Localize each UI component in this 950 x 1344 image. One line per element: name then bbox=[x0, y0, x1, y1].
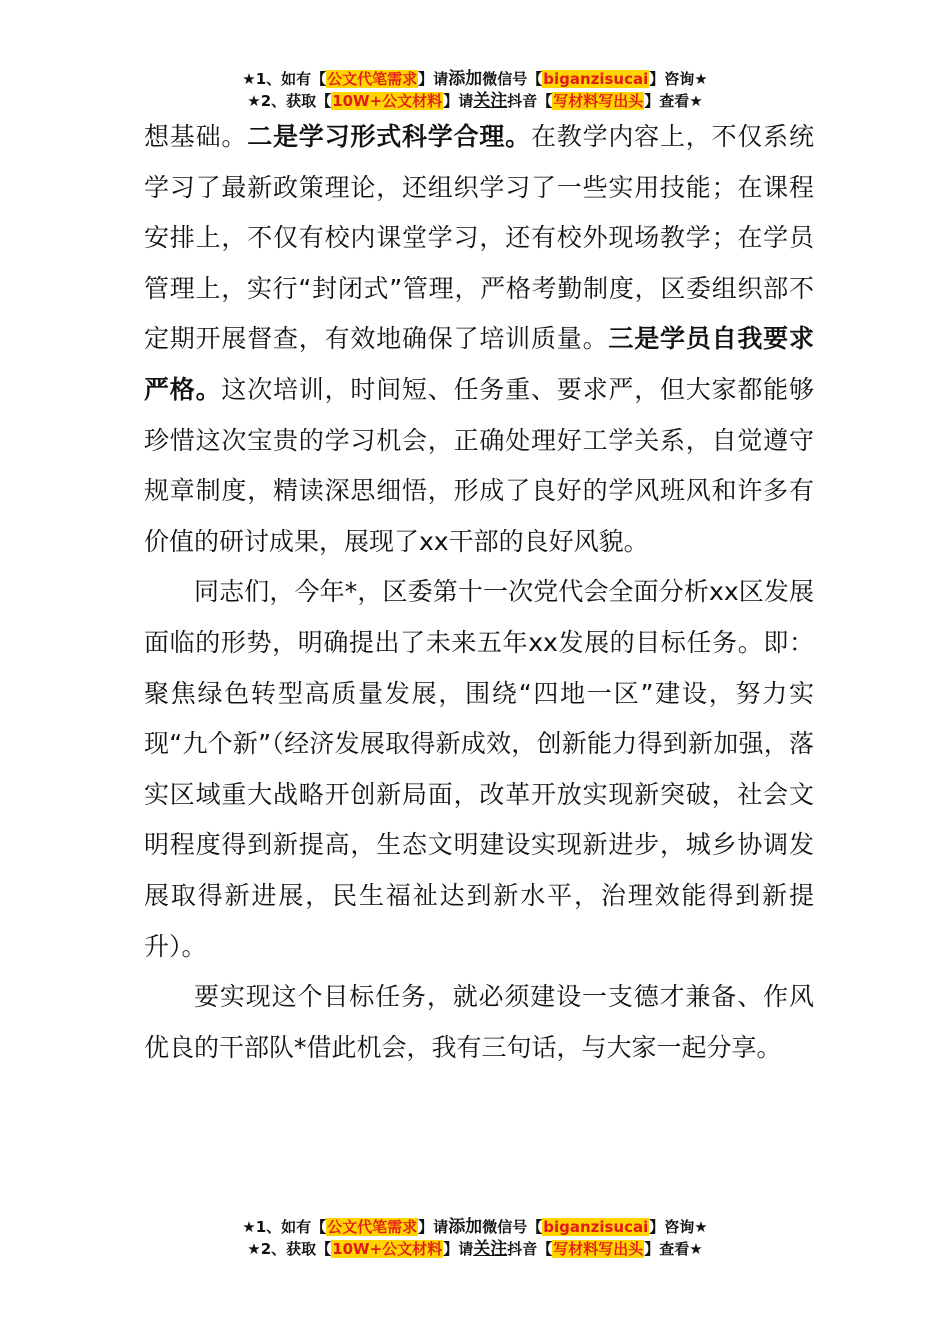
footer-emphasis-add: 添加 bbox=[448, 1217, 483, 1237]
banner-line-1: ★1、如有【公文代笔需求】请添加微信号【biganzisucai】咨询★ bbox=[242, 69, 708, 89]
footer-highlight-wechat-id: biganzisucai bbox=[543, 1218, 649, 1236]
footer-banner-line-1: ★1、如有【公文代笔需求】请添加微信号【biganzisucai】咨询★ bbox=[242, 1217, 708, 1237]
footer-emphasis-follow: 关注 bbox=[473, 1239, 508, 1259]
footer-highlight-service: 公文代笔需求 bbox=[327, 1218, 418, 1236]
paragraph-1: 想基础。二是学习形式科学合理。在教学内容上，不仅系统学习了最新政策理论，还组织学习了一些实用技能；在课程安排上，不仅有校内课堂学习，还有校外现场教学；在学员管理上，实行“封闭式”管理，严格考勤制度，区委组织部不定期开展督查，有效地确保了培训质量。三是学员自我要求严格。这次培训，时间短、任务重、要求严，但大家都能够珍惜这次宝贵的学习机会，正确处理好工学关系，自觉遵守规章制度，精读深思细悟，形成了良好的学风班风和许多有价值的研讨成果，展现了xx干部的良好风貌。 bbox=[144, 122, 814, 556]
header-banner bbox=[0, 68, 950, 112]
document-body bbox=[144, 112, 814, 1073]
highlight-douyin-account: 写材料写出头 bbox=[553, 92, 644, 110]
bold-heading-two: 二是学习形式科学合理。 bbox=[247, 122, 531, 151]
banner-line-2: ★2、获取【10W+公文材料】请关注抖音【写材料写出头】查看★ bbox=[247, 91, 703, 111]
paragraph-3: 要实现这个目标任务，就必须建设一支德才兼备、作风优良的干部队*借此机会，我有三句话，与大家一起分享。 bbox=[144, 982, 814, 1062]
highlight-materials: 10W+公文材料 bbox=[332, 92, 443, 110]
highlight-wechat-id: biganzisucai bbox=[543, 70, 649, 88]
emphasis-follow: 关注 bbox=[473, 91, 508, 111]
footer-highlight-douyin-account: 写材料写出头 bbox=[553, 1240, 644, 1258]
paragraph-2: 同志们，今年*，区委第十一次党代会全面分析xx区发展面临的形势，明确提出了未来五年xx发展的目标任务。即：聚焦绿色转型高质量发展，围绕“四地一区”建设，努力实现“九个新”（经济发展取得新成效，创新能力得到新加强，落实区域重大战略开创新局面，改革开放实现新突破，社会文明程度得到新提高，生态文明建设实现新进步，城乡协调发展取得新进展，民生福祉达到新水平，治理效能得到新提升）。 bbox=[144, 577, 814, 961]
highlight-service: 公文代笔需求 bbox=[327, 70, 418, 88]
bold-heading-three: 三是学员自我要求严格。 bbox=[144, 324, 814, 404]
footer-banner bbox=[0, 1216, 950, 1260]
footer-banner-line-2: ★2、获取【10W+公文材料】请关注抖音【写材料写出头】查看★ bbox=[247, 1239, 703, 1259]
emphasis-add: 添加 bbox=[448, 69, 483, 89]
footer-highlight-materials: 10W+公文材料 bbox=[332, 1240, 443, 1258]
